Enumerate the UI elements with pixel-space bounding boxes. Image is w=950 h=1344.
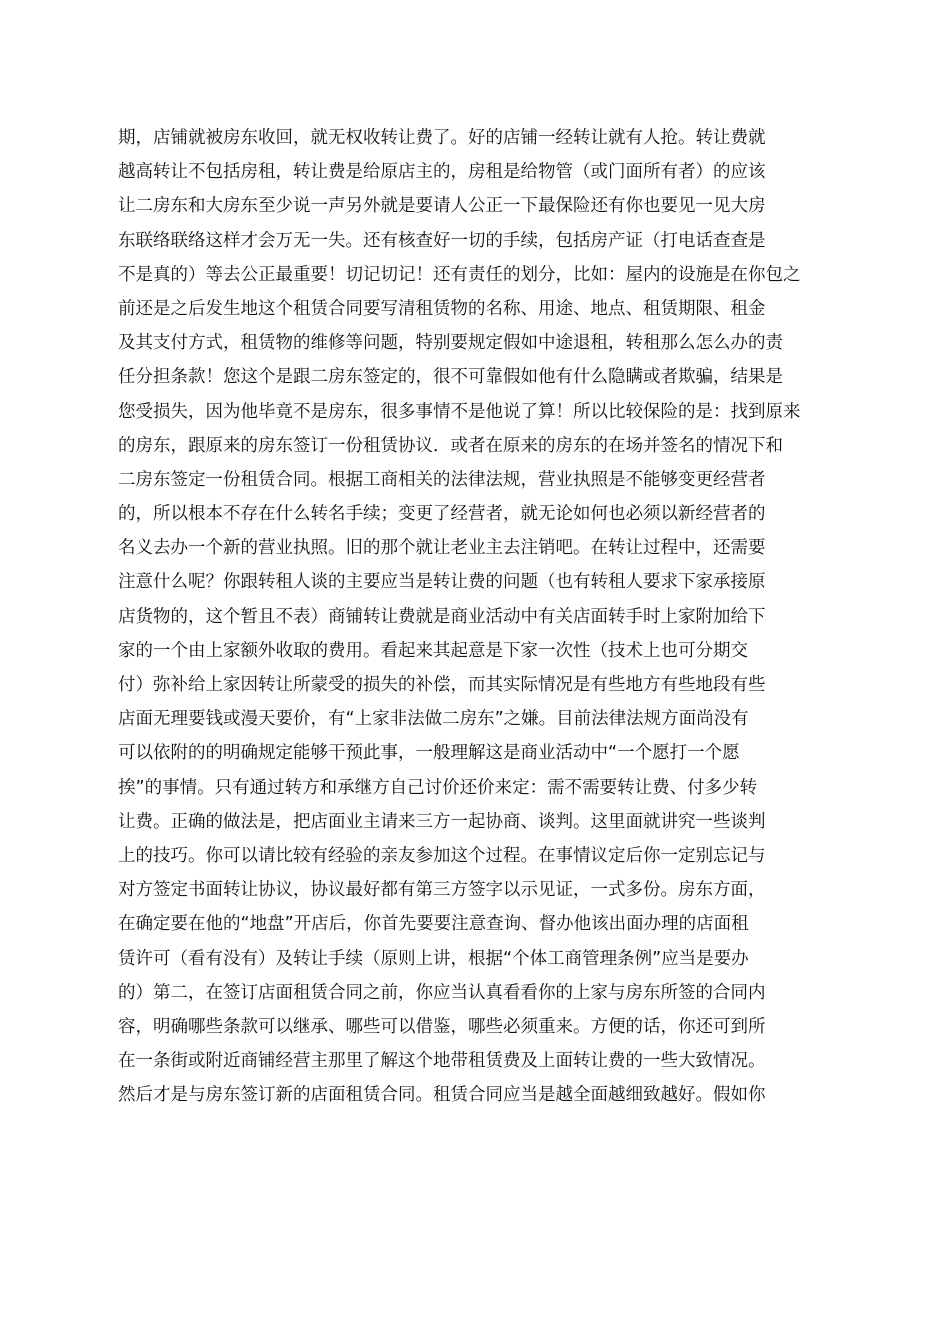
text-line: 名义去办一个新的营业执照。旧的那个就让老业主去注销吧。在转让过程中，还需要 <box>118 538 766 559</box>
text-line: 前还是之后发生地这个租赁合同要写清租赁物的名称、用途、地点、租赁期限、租金 <box>118 298 766 319</box>
text-line: 让二房东和大房东至少说一声另外就是要请人公正一下最保险还有你也要见一见大房 <box>118 196 766 217</box>
text-line: 让费。正确的做法是，把店面业主请来三方一起协商、谈判。这里面就讲究一些谈判 <box>118 811 766 832</box>
text-line: 上的技巧。你可以请比较有经验的亲友参加这个过程。在事情议定后你一定别忘记与 <box>118 845 766 866</box>
text-line: 在确定要在他的“地盘”开店后，你首先要要注意查询、督办他该出面办理的店面租 <box>118 914 749 935</box>
text-line: 付）弥补给上家因转让所蒙受的损失的补偿，而其实际情况是有些地方有些地段有些 <box>118 675 766 695</box>
text-line: 店面无理要钱或漫天要价，有“上家非法做二房东”之嫌。目前法律法规方面尚没有 <box>118 709 749 730</box>
text-line: 您受损失，因为他毕竟不是房东，很多事情不是他说了算！所以比较保险的是：找到原来 <box>118 401 801 422</box>
text-line: 容，明确哪些条款可以继承、哪些可以借鉴，哪些必须重来。方便的话，你还可到所 <box>118 1016 766 1037</box>
text-line: 及其支付方式，租赁物的维修等问题，特别要规定假如中途退租，转租那么怎么办的责 <box>118 333 783 354</box>
text-line: 的，所以根本不存在什么转名手续；变更了经营者，就无论如何也必须以新经营者的 <box>118 504 766 525</box>
text-line: 越高转让不包括房租，转让费是给原店主的，房租是给物管（或门面所有者）的应该 <box>118 162 766 183</box>
text-line: 任分担条款！您这个是跟二房东签定的，很不可靠假如他有什么隐瞒或者欺骗，结果是 <box>118 367 783 388</box>
text-line: 家的一个由上家额外收取的费用。看起来其起意是下家一次性（技术上也可分期交 <box>118 640 748 661</box>
text-line: 东联络联络这样才会万无一失。还有核查好一切的手续，包括房产证（打电话查查是 <box>118 230 766 251</box>
body-text <box>118 121 838 1112</box>
text-line: 不是真的）等去公正最重要！切记切记！还有责任的划分，比如：屋内的设施是在你包之 <box>118 264 801 285</box>
text-line: 可以依附的的明确规定能够干预此事，一般理解这是商业活动中“一个愿打一个愿 <box>118 743 740 764</box>
text-line: 注意什么呢？你跟转租人谈的主要应当是转让费的问题（也有转租人要求下家承接原 <box>118 572 766 593</box>
text-line: 二房东签定一份租赁合同。根据工商相关的法律法规，营业执照是不能够变更经营者 <box>118 469 766 490</box>
text-line: 期，店铺就被房东收回，就无权收转让费了。好的店铺一经转让就有人抢。转让费就 <box>118 128 766 148</box>
text-line: 的房东，跟原来的房东签订一份租赁协议．或者在原来的房东的在场并签名的情况下和 <box>118 435 783 456</box>
text-line: 对方签定书面转让协议，协议最好都有第三方签字以示见证，一式多份。房东方面， <box>118 880 766 901</box>
text-line: 赁许可（看有没有）及转让手续（原则上讲，根据“个体工商管理条例”应当是要办 <box>118 948 749 969</box>
text-line: 然后才是与房东签订新的店面租赁合同。租赁合同应当是越全面越细致越好。假如你 <box>118 1085 766 1106</box>
text-line: 店货物的，这个暂且不表）商铺转让费就是商业活动中有关店面转手时上家附加给下 <box>118 606 766 627</box>
text-line: 在一条街或附近商铺经营主那里了解这个地带租赁费及上面转让费的一些大致情况。 <box>118 1051 766 1072</box>
text-line: 的）第二，在签订店面租赁合同之前，你应当认真看看你的上家与房东所签的合同内 <box>118 982 766 1003</box>
text-line: 挨”的事情。只有通过转方和承继方自己讨价还价来定：需不需要转让费、付多少转 <box>118 777 758 798</box>
